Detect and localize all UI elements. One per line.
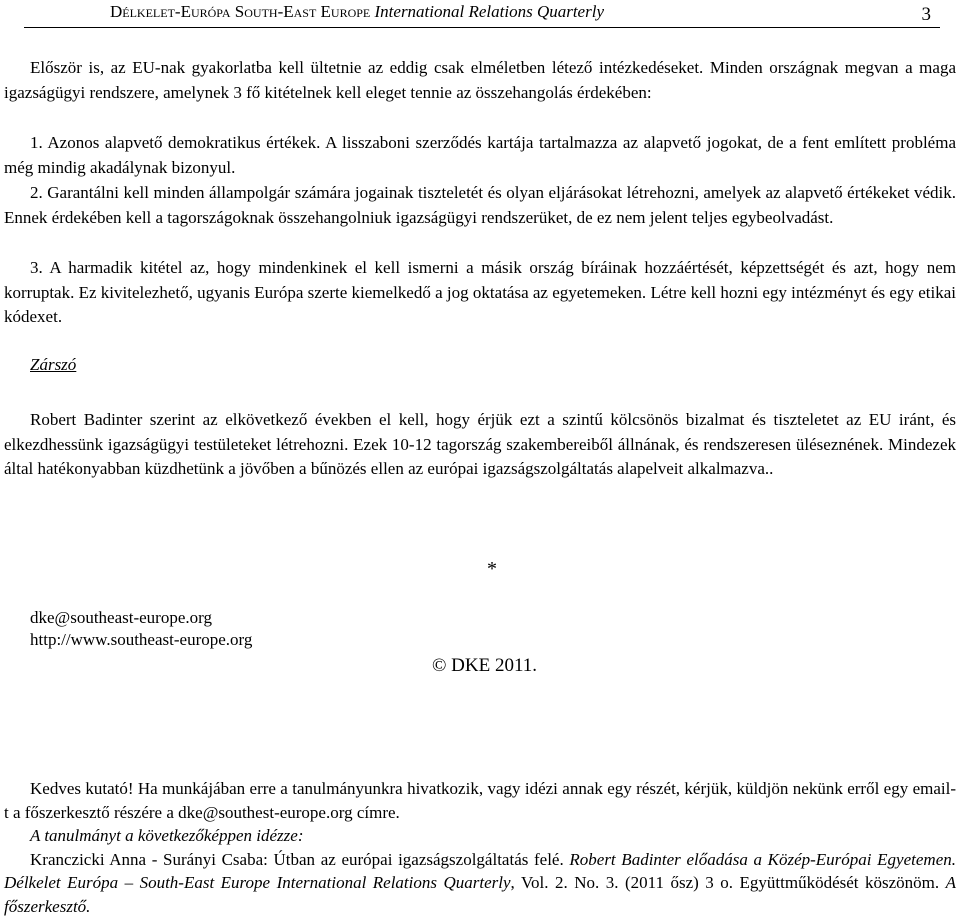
journal-title-smallcaps: Délkelet-Európa South-East Europe [110, 2, 371, 21]
journal-title [110, 2, 604, 22]
section-separator: * [487, 558, 497, 580]
criterion-1: 1. Azonos alapvető demokratikus értékek. A lisszaboni szerződés kartája tartalmazza az alapvető jogokat, de a fent említett probléma még mindig akadálynak bizonyul. [4, 133, 956, 177]
criterion-3: 3. A harmadik kitétel az, hogy mindenkinek el kell ismerni a másik ország bíráinak hozzáértését, képzettségét és azt, hogy nem korruptak. Ez kivitelezhető, ugyanis Európa szerte kiemelkedő a jog oktatása az egyetemeken. Létre kell hozni egy intézményt és egy etikai kódexet. [4, 258, 956, 327]
contact-email[interactable]: dke@southeast-europe.org [30, 608, 212, 627]
citation-label: A tanulmányt a következőképpen idézze: [30, 826, 304, 845]
contact-website[interactable]: http://www.southeast-europe.org [30, 630, 253, 649]
page-number: 3 [921, 4, 931, 25]
citation-text [4, 848, 956, 918]
citation-volume: , Vol. 2. No. 3. (2011 ősz) 3 o. Együttműködését köszönöm. [510, 873, 946, 892]
citation-source: Robert Badinter előadása a Közép-Európai Egyetemen. Délkelet Európa – South-East Europe International Relations Quarterly [4, 849, 956, 892]
closing-paragraph: Robert Badinter szerint az elkövetkező években el kell, hogy érjük ezt a szintű kölcsönös bizalmat és tiszteletet az EU iránt, és elkezdhessünk igazságügyi testületeket létrehozni. Ezek 10-12 tagország szakembereiből állnának, és rendszeresen ülésezné​nek. Mindezek által hatékonyabban küzdhetünk a jövőben a bűnözés ellen az európai igazságszolgáltatás alapelveit alkalmazva.. [4, 410, 956, 478]
citation-footer [4, 777, 956, 918]
page-header [24, 0, 940, 28]
citation-authors: Kranczicki Anna - Surányi Csaba: Útban az európai igazságszolgáltatás felé. [30, 849, 570, 869]
copyright-notice: © DKE 2011. [432, 655, 538, 676]
journal-title-italic: International Relations Quarterly [374, 2, 604, 21]
closing-title: Zárszó [30, 355, 77, 374]
intro-paragraph: Először is, az EU-nak gyakorlatba kell ültetnie az eddig csak elméletben létező intézkedéseket. Minden országnak megvan a maga igazságügyi rendszere, amelynek 3 fő kitételnek kell eleget tennie az összehangolás érdekében: [4, 58, 956, 102]
criterion-2: 2. Garantálni kell minden állampolgár számára jogainak tiszteletét és olyan eljárásokat létrehozni, amelyek az alapvető értékeket védik. Ennek érdekében kell a tagországoknak összehangolniuk igazságügyi rendszerüket, de ez nem jelent teljes egybeolvadást. [4, 183, 956, 227]
researcher-note: Kedves kutató! Ha munkájában erre a tanulmányunkra hivatkozik, vagy idézi annak egy részét, kérjük, küldjön nekünk erről egy email-t a főszerkesztő részére a dke@southest-europe.org címre. [4, 779, 956, 822]
citation-signoff: A főszerkesztő. [4, 873, 957, 916]
